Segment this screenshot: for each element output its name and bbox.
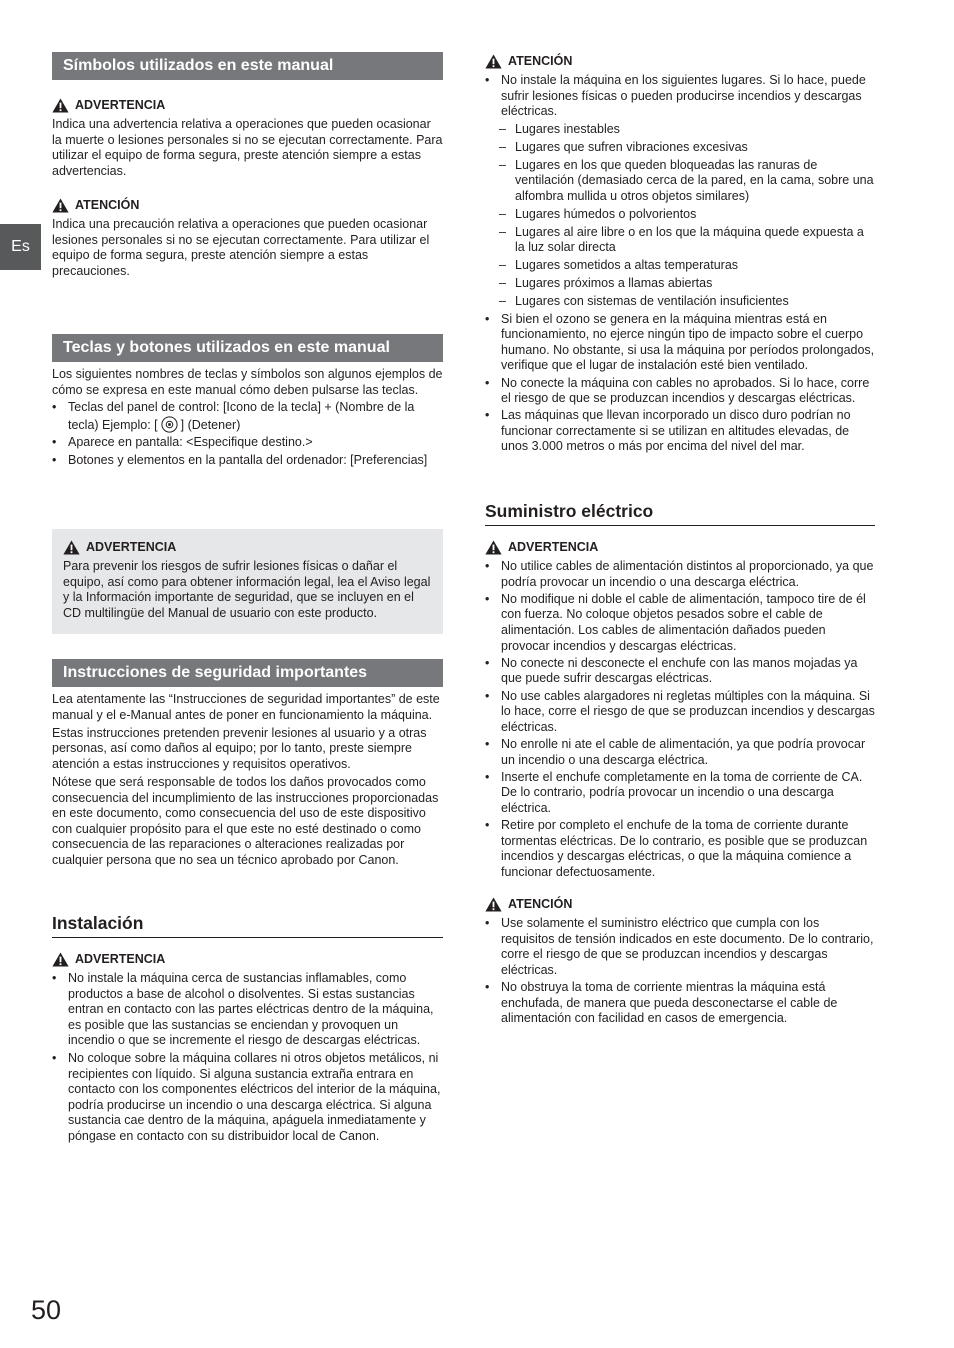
list-item: • Teclas del panel de control: [Icono de la tecla] + (Nombre de la tecla) Ejemplo: [ ] (Detener) xyxy=(52,400,443,433)
list-item: • No coloque sobre la máquina collares ni otros objetos metálicos, ni recipientes con líquido. Si alguna sustancia extraña entrara en contacto con los componentes eléctricos del interior de la máquina, podría producirse un incendio o una descarga eléctrica. Si alguna sustancia cae dentro de la máquina, apáguela inmediatamente y póngase en contacto con su distribuidor local de Canon. xyxy=(52,1051,443,1145)
place-item: – Lugares que sufren vibraciones excesivas xyxy=(485,140,875,156)
keys-section-body xyxy=(52,367,443,469)
keys-examples-list xyxy=(52,400,443,468)
power-supply-divider xyxy=(485,525,875,526)
keys-section-title: Teclas y botones utilizados en este manual xyxy=(52,334,443,362)
place-item: – Lugares al aire libre o en los que la máquina quede expuesta a la luz solar directa xyxy=(485,225,875,256)
installation-warning-list xyxy=(52,971,443,1145)
warning-label: ADVERTENCIA xyxy=(75,98,166,112)
installation-heading: Instalación xyxy=(52,913,144,933)
list-item: • Retire por completo el enchufe de la toma de corriente durante tormentas eléctricas. De lo contrario, es posible que se produzcan incendios y descargas eléctricas, o que la máquina comience a funcionar defectuosamente. xyxy=(485,818,875,880)
keys-intro: Los siguientes nombres de teclas y símbolos son algunos ejemplos de cómo se expresa en este manual cómo deben pulsarse las teclas. xyxy=(52,367,443,397)
warning-triangle-icon xyxy=(52,98,69,113)
safety-section-title: Instrucciones de seguridad importantes xyxy=(52,659,443,687)
place-item: – Lugares húmedos o polvorientos xyxy=(485,207,875,223)
power-caution-list xyxy=(485,916,875,1027)
safety-paragraph: Estas instrucciones pretenden prevenir lesiones al usuario y a otras personas, así como daños al equipo; por lo tanto, preste siempre atención a estas instrucciones y requisitos operativos. xyxy=(52,725,427,771)
warning-label: ADVERTENCIA xyxy=(86,540,177,554)
list-item: • Si bien el ozono se genera en la máquina mientras está en funcionamiento, no ejerce ningún tipo de impacto sobre el cuerpo humano. No obstante, si usa la máquina por períodos prolongados, verifique que el lugar de instalación esté bien ventilado. xyxy=(485,312,875,374)
placement-caution-heading xyxy=(485,53,572,69)
place-item: – Lugares próximos a llamas abiertas xyxy=(485,276,875,292)
place-item: – Lugares con sistemas de ventilación insuficientes xyxy=(485,294,875,310)
safety-paragraph: Lea atentamente las “Instrucciones de seguridad importantes” de este manual y el e-Manual antes de poner en funcionamiento la máquina. xyxy=(52,692,440,722)
place-item: – Lugares sometidos a altas temperaturas xyxy=(485,258,875,274)
list-item: • No conecte la máquina con cables no aprobados. Si lo hace, corre el riesgo de que se produzcan incendios y descargas eléctricas. xyxy=(485,376,875,407)
safety-paragraph: Nótese que será responsable de todos los daños provocados como consecuencia del incumplimiento de las instrucciones proporcionadas en este documento, como consecuencia del uso de este dispositivo con cualquier propósito para el que este no esté destinado o como consecuencia de las reparaciones o alteraciones realizadas por cualquier persona que no sea un técnico aprobado por Canon. xyxy=(52,774,439,867)
symbols-caution-heading xyxy=(52,197,139,213)
notice-text: Para prevenir los riesgos de sufrir lesiones físicas o dañar el equipo, así como para obtener información legal, lea el Aviso legal y la Información importante de seguridad, que se incluyen en el CD multilingüe del Manual de usuario con este producto. xyxy=(63,559,431,620)
placement-caution-list xyxy=(485,73,875,455)
caution-label: ATENCIÓN xyxy=(75,198,140,212)
power-caution-heading xyxy=(485,896,572,912)
power-supply-heading: Suministro eléctrico xyxy=(485,501,654,521)
installation-warning-heading xyxy=(52,951,165,967)
caution-triangle-icon xyxy=(52,198,69,213)
list-item: • Use solamente el suministro eléctrico que cumpla con los requisitos de tensión indicados en este documento. De lo contrario, corre el riesgo de que se produzcan incendios y descargas eléctricas. xyxy=(485,916,875,978)
warning-label: ADVERTENCIA xyxy=(508,540,599,554)
language-tab: Es xyxy=(0,224,41,270)
symbols-section-title: Símbolos utilizados en este manual xyxy=(52,52,443,80)
caution-label: ATENCIÓN xyxy=(508,897,573,911)
warning-label: ADVERTENCIA xyxy=(75,952,166,966)
caution-triangle-icon xyxy=(485,897,502,912)
installation-divider xyxy=(52,937,443,938)
safety-section-body xyxy=(52,692,443,869)
stop-key-icon xyxy=(161,416,178,433)
place-item: – Lugares en los que queden bloqueadas las ranuras de ventilación (demasiado cerca de la pared, en la cama, sobre una alfombra mullida u otros objetos similares) xyxy=(485,158,875,205)
place-item: – Lugares inestables xyxy=(485,122,875,138)
list-item: • Aparece en pantalla: <Especifique destino.> xyxy=(52,435,443,451)
places-list xyxy=(485,122,875,310)
list-item: • No enrolle ni ate el cable de alimentación, ya que podría provocar un incendio o una descarga eléctrica. xyxy=(485,737,875,768)
list-item: • No instale la máquina cerca de sustancias inflamables, como productos a base de alcohol o disolventes. Si estas sustancias entran en contacto con las partes eléctricas dentro de la máquina, es posible que las sustancias se enciendan y provoquen un incendio o que se incremente el riesgo de descargas eléctricas. xyxy=(52,971,443,1049)
list-item: • No obstruya la toma de corriente mientras la máquina está enchufada, de manera que pueda desconectarse el cable de alimentación con facilidad en casos de emergencia. xyxy=(485,980,875,1027)
list-item: • No utilice cables de alimentación distintos al proporcionado, ya que podría provocar un incendio o una descarga eléctrica. xyxy=(485,559,875,590)
warning-triangle-icon xyxy=(52,952,69,967)
notice-warning-heading xyxy=(63,539,176,555)
list-item: • No modifique ni doble el cable de alimentación, tampoco tire de él con fuerza. No coloque objetos pesados sobre el cable de alimentación. Los cables de alimentación dañados pueden provocar incendios y descargas eléctricas. xyxy=(485,592,875,654)
caution-label: ATENCIÓN xyxy=(508,54,573,68)
legal-notice-box xyxy=(52,529,443,634)
symbols-warning-heading xyxy=(52,97,165,113)
list-item: • No instale la máquina en los siguientes lugares. Si lo hace, puede sufrir lesiones físicas o pueden producirse incendios y descargas eléctricas. – Lugares inestables – Lugares que sufren vibraciones excesivas – Lugares en los que queden bloqueadas las ranuras de ventilación (demasiado cerca de la pared, en la cama, sobre una alfombra mullida u otros objetos similares) – Lugares húmedos o polvorientos – Lugares al aire libre o en los que la máquina quede expuesta a la luz solar directa – Lugares sometidos a altas temperaturas – Lugares próximos a llamas abiertas – Lugares con sistemas de ventilación insuficientes xyxy=(485,73,875,310)
page-number: 50 xyxy=(31,1295,62,1325)
power-warning-list xyxy=(485,559,875,880)
warning-triangle-icon xyxy=(485,540,502,555)
list-item: • Botones y elementos en la pantalla del ordenador: [Preferencias] xyxy=(52,453,443,469)
list-item: • Inserte el enchufe completamente en la toma de corriente de CA. De lo contrario, podría provocar un incendio o una descarga eléctrica. xyxy=(485,770,875,817)
list-item: • No conecte ni desconecte el enchufe con las manos mojadas ya que puede sufrir descargas eléctricas. xyxy=(485,656,875,687)
list-item: • No use cables alargadores ni regletas múltiples con la máquina. Si lo hace, corre el riesgo de que se produzcan incendios y descargas eléctricas. xyxy=(485,689,875,736)
symbols-caution-text: Indica una precaución relativa a operaciones que pueden ocasionar lesiones personales si no se ejecutan correctamente. Para utilizar el equipo de forma segura, preste atención siempre a estas precauciones. xyxy=(52,217,430,278)
list-item: • Las máquinas que llevan incorporado un disco duro podrían no funcionar correctamente si se utilizan en altitudes elevadas, de unos 3.000 metros o más por encima del nivel del mar. xyxy=(485,408,875,455)
warning-triangle-icon xyxy=(63,540,80,555)
power-warning-heading xyxy=(485,539,598,555)
symbols-warning-text: Indica una advertencia relativa a operaciones que pueden ocasionar la muerte o lesiones personales si no se ejecutan correctamente. Para utilizar el equipo de forma segura, preste atención siempre a estas advertencias. xyxy=(52,117,443,178)
caution-triangle-icon xyxy=(485,54,502,69)
